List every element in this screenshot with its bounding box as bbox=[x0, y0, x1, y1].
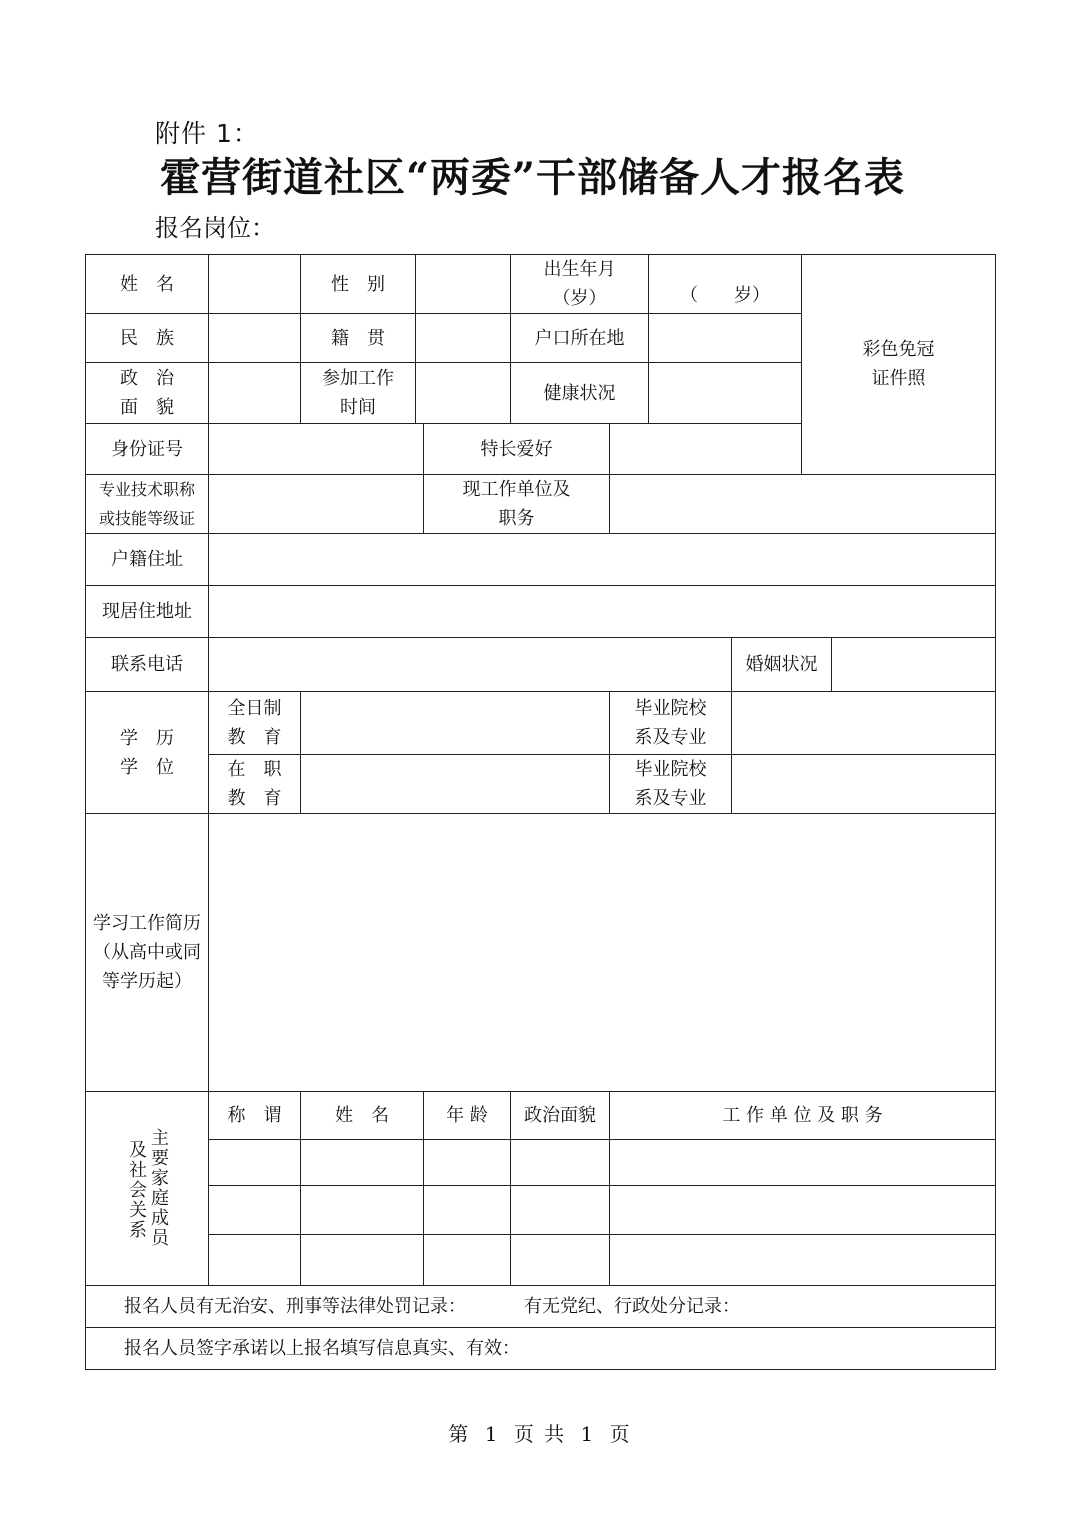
footer-suffix: 页 bbox=[609, 1422, 632, 1446]
family-row bbox=[86, 1235, 996, 1286]
photo-label-line2: 证件照 bbox=[871, 368, 926, 389]
native-place-field[interactable] bbox=[416, 314, 511, 363]
hukou-location-field[interactable] bbox=[649, 314, 802, 363]
family-header-political: 政治面貌 bbox=[511, 1092, 610, 1140]
professional-title-line1: 专业技术职称 bbox=[98, 480, 195, 499]
birth-field[interactable] bbox=[649, 255, 802, 314]
phone-label: 联系电话 bbox=[86, 638, 209, 692]
political-label bbox=[86, 363, 209, 424]
family-relation-cell[interactable] bbox=[209, 1235, 301, 1286]
employer-label bbox=[424, 475, 610, 534]
work-start-label bbox=[301, 363, 416, 424]
education-label bbox=[86, 692, 209, 814]
professional-title-label bbox=[86, 475, 209, 534]
inservice-school-line1: 毕业院校 bbox=[634, 759, 707, 780]
record-declaration[interactable] bbox=[86, 1286, 996, 1328]
family-name-cell[interactable] bbox=[301, 1186, 424, 1235]
family-relation-cell[interactable] bbox=[209, 1186, 301, 1235]
fulltime-degree-field[interactable] bbox=[301, 692, 610, 755]
hukou-address-field[interactable] bbox=[209, 534, 996, 586]
gender-field[interactable] bbox=[416, 255, 511, 314]
photo-label-line1: 彩色免冠 bbox=[862, 339, 935, 360]
family-employer-cell[interactable] bbox=[610, 1186, 996, 1235]
family-header-employer: 工 作 单 位 及 职 务 bbox=[610, 1092, 996, 1140]
family-name-cell[interactable] bbox=[301, 1140, 424, 1186]
fulltime-school-label bbox=[610, 692, 732, 755]
family-age-cell[interactable] bbox=[424, 1186, 511, 1235]
resume-field[interactable] bbox=[209, 814, 996, 1092]
fulltime-label-line1: 全日制 bbox=[227, 698, 282, 719]
family-header-relation: 称 谓 bbox=[209, 1092, 301, 1140]
political-label-line2: 面 貌 bbox=[120, 397, 174, 418]
legal-record-label: 报名人员有无治安、刑事等法律处罚记录： bbox=[124, 1296, 466, 1317]
family-political-cell[interactable] bbox=[511, 1186, 610, 1235]
birth-label bbox=[511, 255, 649, 314]
signature-label: 报名人员签字承诺以上报名填写信息真实、有效： bbox=[124, 1338, 520, 1359]
phone-field[interactable] bbox=[209, 638, 732, 692]
birth-label-line2: （岁） bbox=[552, 288, 607, 309]
family-employer-cell[interactable] bbox=[610, 1235, 996, 1286]
employer-label-line2: 职务 bbox=[498, 508, 535, 529]
family-label bbox=[86, 1092, 209, 1286]
resume-label bbox=[86, 814, 209, 1092]
family-header-name: 姓 名 bbox=[301, 1092, 424, 1140]
hukou-address-label: 户籍住址 bbox=[86, 534, 209, 586]
signature-declaration[interactable] bbox=[86, 1328, 996, 1370]
page-footer bbox=[0, 1418, 1080, 1447]
inservice-school-line2: 系及专业 bbox=[634, 788, 707, 809]
fulltime-label-line2: 教 育 bbox=[227, 727, 282, 748]
family-age-cell[interactable] bbox=[424, 1235, 511, 1286]
name-label: 姓 名 bbox=[86, 255, 209, 314]
work-start-field[interactable] bbox=[416, 363, 511, 424]
family-label-col2: 及社会关系 bbox=[126, 1140, 147, 1240]
family-row bbox=[86, 1140, 996, 1186]
page-total: 1 bbox=[580, 1422, 596, 1446]
work-start-label-line2: 时间 bbox=[340, 397, 376, 418]
family-employer-cell[interactable] bbox=[610, 1140, 996, 1186]
education-label-line1: 学 历 bbox=[120, 727, 174, 749]
education-label-line2: 学 位 bbox=[120, 756, 174, 778]
attachment-label: 附件 1： bbox=[155, 119, 259, 148]
hobby-field[interactable] bbox=[610, 424, 802, 475]
family-political-cell[interactable] bbox=[511, 1235, 610, 1286]
inservice-label-line1: 在 职 bbox=[227, 759, 282, 780]
footer-middle: 页 共 bbox=[513, 1422, 567, 1446]
fulltime-school-line1: 毕业院校 bbox=[634, 698, 707, 719]
marital-field[interactable] bbox=[832, 638, 996, 692]
professional-title-field[interactable] bbox=[209, 475, 424, 534]
inservice-label bbox=[209, 755, 301, 814]
health-field[interactable] bbox=[649, 363, 802, 424]
political-label-line1: 政 治 bbox=[120, 368, 174, 389]
id-number-field[interactable] bbox=[209, 424, 424, 475]
resume-label-line2: （从高中或同 bbox=[93, 942, 201, 963]
inservice-label-line2: 教 育 bbox=[227, 788, 282, 809]
fulltime-label bbox=[209, 692, 301, 755]
family-label-col1: 主要家庭成员 bbox=[148, 1128, 169, 1248]
age-placeholder: （ 岁） bbox=[680, 285, 770, 306]
resume-label-line1: 学习工作简历 bbox=[93, 913, 201, 934]
family-political-cell[interactable] bbox=[511, 1140, 610, 1186]
work-start-label-line1: 参加工作 bbox=[322, 368, 394, 389]
hukou-location-label: 户口所在地 bbox=[511, 314, 649, 363]
health-label: 健康状况 bbox=[511, 363, 649, 424]
family-row bbox=[86, 1186, 996, 1235]
political-field[interactable] bbox=[209, 363, 301, 424]
inservice-school-label bbox=[610, 755, 732, 814]
post-label: 报名岗位： bbox=[155, 214, 275, 242]
family-age-cell[interactable] bbox=[424, 1140, 511, 1186]
ethnicity-field[interactable] bbox=[209, 314, 301, 363]
registration-form bbox=[85, 254, 996, 1370]
gender-label: 性 别 bbox=[301, 255, 416, 314]
party-record-label: 有无党纪、行政处分记录： bbox=[524, 1296, 740, 1317]
family-relation-cell[interactable] bbox=[209, 1140, 301, 1186]
footer-prefix: 第 bbox=[448, 1422, 471, 1446]
name-field[interactable] bbox=[209, 255, 301, 314]
hobby-label: 特长爱好 bbox=[424, 424, 610, 475]
inservice-school-field[interactable] bbox=[732, 755, 996, 814]
marital-label: 婚姻状况 bbox=[732, 638, 832, 692]
native-place-label: 籍 贯 bbox=[301, 314, 416, 363]
inservice-degree-field[interactable] bbox=[301, 755, 610, 814]
photo-box[interactable] bbox=[802, 255, 996, 475]
fulltime-school-field[interactable] bbox=[732, 692, 996, 755]
fulltime-school-line2: 系及专业 bbox=[634, 727, 707, 748]
form-title: 霍营街道社区“两委”干部储备人才报名表 bbox=[160, 154, 906, 201]
ethnicity-label: 民 族 bbox=[86, 314, 209, 363]
birth-label-line1: 出生年月 bbox=[543, 259, 616, 280]
employer-field[interactable] bbox=[610, 475, 996, 534]
family-name-cell[interactable] bbox=[301, 1235, 424, 1286]
family-header-age: 年 龄 bbox=[424, 1092, 511, 1140]
id-number-label: 身份证号 bbox=[86, 424, 209, 475]
employer-label-line1: 现工作单位及 bbox=[462, 479, 571, 500]
professional-title-line2: 或技能等级证 bbox=[98, 509, 195, 528]
resume-label-line3: 等学历起） bbox=[102, 971, 192, 992]
current-address-field[interactable] bbox=[209, 586, 996, 638]
page-number: 1 bbox=[484, 1422, 500, 1446]
current-address-label: 现居住地址 bbox=[86, 586, 209, 638]
